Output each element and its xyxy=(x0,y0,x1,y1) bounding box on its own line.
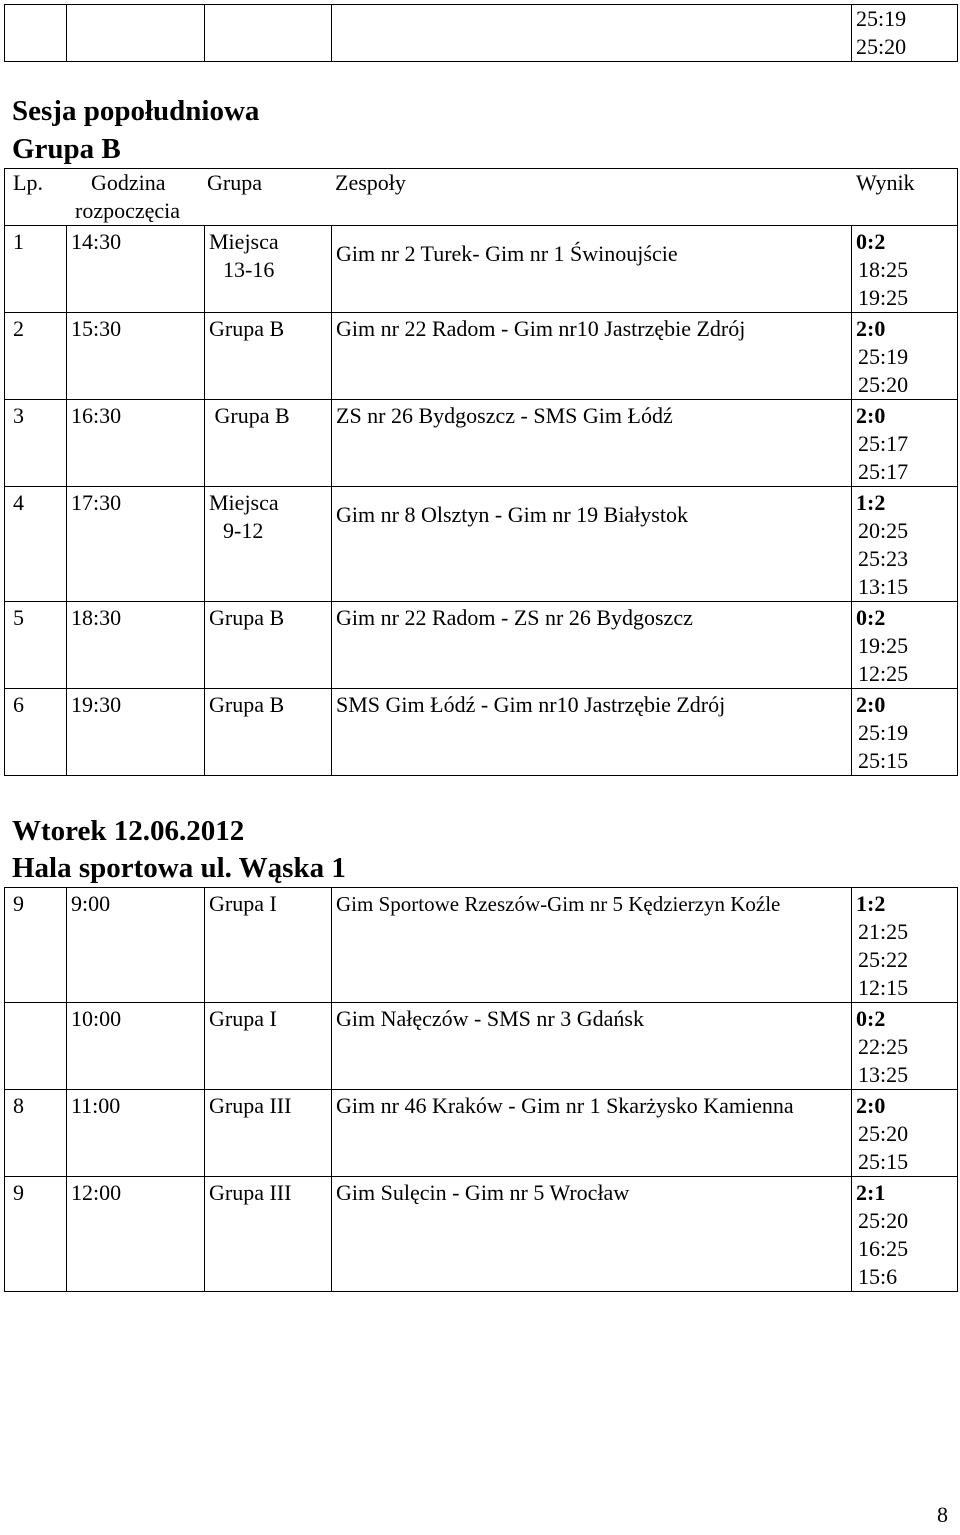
table-row xyxy=(5,1003,958,1090)
row-group-sub: 9-12 xyxy=(223,518,264,543)
row-result xyxy=(852,226,958,313)
row-group-text: Grupa III xyxy=(209,1093,292,1118)
row-teams xyxy=(332,226,852,313)
row-time xyxy=(67,400,205,487)
row-number xyxy=(5,487,67,602)
row-number-text: 3 xyxy=(13,403,24,428)
table-row xyxy=(5,1090,958,1177)
row-group xyxy=(205,400,332,487)
table-row xyxy=(5,1177,958,1292)
set-score: 18:25 xyxy=(858,257,909,282)
row-group xyxy=(205,1003,332,1090)
row-group-text: Grupa B xyxy=(209,605,285,630)
section1-body-table xyxy=(4,225,958,776)
table-row xyxy=(5,400,958,487)
table-row xyxy=(5,313,958,400)
row-number-text: 5 xyxy=(13,605,24,630)
set-score: 25:19 xyxy=(858,344,909,369)
row-teams-text: SMS Gim Łódź - Gim nr10 Jastrzębie Zdrój xyxy=(336,692,726,717)
row-teams-text: Gim Sulęcin - Gim nr 5 Wrocław xyxy=(336,1180,630,1205)
set-score: 25:20 xyxy=(858,372,909,397)
row-number xyxy=(5,1003,67,1090)
row-group-text: Grupa B xyxy=(209,316,285,341)
row-number-text: 2 xyxy=(13,316,24,341)
score: 25:19 xyxy=(856,6,907,31)
header-lp: Lp. xyxy=(13,170,43,195)
row-result xyxy=(852,313,958,400)
row-time-text: 14:30 xyxy=(71,229,122,254)
set-score: 25:15 xyxy=(858,748,909,773)
row-number-text: 8 xyxy=(13,1093,24,1118)
row-teams xyxy=(332,313,852,400)
match-result: 2:0 xyxy=(856,692,886,717)
table-row xyxy=(5,888,958,1003)
set-score: 20:25 xyxy=(858,518,909,543)
row-number xyxy=(5,1177,67,1292)
row-teams-text: Gim nr 22 Radom - ZS nr 26 Bydgoszcz xyxy=(336,605,693,630)
top-scores xyxy=(852,5,958,62)
row-result xyxy=(852,1177,958,1292)
row-teams xyxy=(332,1003,852,1090)
row-number xyxy=(5,400,67,487)
row-teams xyxy=(332,487,852,602)
row-result xyxy=(852,487,958,602)
row-group xyxy=(205,487,332,602)
match-result: 2:1 xyxy=(856,1180,886,1205)
row-time xyxy=(67,1177,205,1292)
row-teams-text: ZS nr 26 Bydgoszcz - SMS Gim Łódź xyxy=(336,403,673,428)
row-group-text: Grupa I xyxy=(209,891,277,916)
table-row xyxy=(5,226,958,313)
row-number-text: 1 xyxy=(13,229,24,254)
row-result xyxy=(852,1090,958,1177)
table-row xyxy=(5,689,958,776)
row-result xyxy=(852,888,958,1003)
row-teams-text: Gim nr 46 Kraków - Gim nr 1 Skarżysko Kamienna xyxy=(336,1093,794,1118)
match-result: 1:2 xyxy=(856,490,886,515)
row-result xyxy=(852,1003,958,1090)
set-score: 25:20 xyxy=(858,1121,909,1146)
row-time-text: 19:30 xyxy=(71,692,122,717)
section2-title: Wtorek 12.06.2012 xyxy=(12,815,245,847)
row-time-text: 12:00 xyxy=(71,1180,122,1205)
header-godzina: Godzina xyxy=(91,170,166,195)
row-time xyxy=(67,487,205,602)
row-time-text: 16:30 xyxy=(71,403,122,428)
table-row xyxy=(5,487,958,602)
row-result xyxy=(852,602,958,689)
header-grupa: Grupa xyxy=(207,170,262,195)
top-table xyxy=(4,4,958,62)
set-score: 12:15 xyxy=(858,975,909,1000)
row-number xyxy=(5,602,67,689)
row-time xyxy=(67,1003,205,1090)
row-teams xyxy=(332,689,852,776)
section2-subtitle: Hala sportowa ul. Wąska 1 xyxy=(12,852,346,884)
set-score: 22:25 xyxy=(858,1034,909,1059)
match-result: 1:2 xyxy=(856,891,886,916)
row-time xyxy=(67,226,205,313)
set-score: 15:6 xyxy=(858,1264,898,1289)
row-teams xyxy=(332,1177,852,1292)
set-score: 25:17 xyxy=(858,431,909,456)
top-cell-empty xyxy=(5,5,67,62)
row-number xyxy=(5,226,67,313)
match-result: 0:2 xyxy=(856,605,886,630)
set-score: 25:15 xyxy=(858,1149,909,1174)
row-time xyxy=(67,313,205,400)
top-cell-empty xyxy=(205,5,332,62)
row-time-text: 18:30 xyxy=(71,605,122,630)
row-time xyxy=(67,602,205,689)
set-score: 16:25 xyxy=(858,1236,909,1261)
row-group-text: Miejsca xyxy=(209,229,279,254)
row-number-text: 6 xyxy=(13,692,24,717)
set-score: 25:20 xyxy=(858,1208,909,1233)
match-result: 2:0 xyxy=(856,403,886,428)
row-time xyxy=(67,888,205,1003)
row-time-text: 15:30 xyxy=(71,316,122,341)
top-cell-empty xyxy=(332,5,852,62)
set-score: 13:15 xyxy=(858,574,909,599)
header-rozpoczecia: rozpoczęcia xyxy=(75,198,181,223)
row-number xyxy=(5,689,67,776)
match-result: 0:2 xyxy=(856,1006,886,1031)
row-group xyxy=(205,602,332,689)
row-time-text: 9:00 xyxy=(71,891,111,916)
row-teams xyxy=(332,602,852,689)
section2-table xyxy=(4,887,958,1292)
row-number xyxy=(5,313,67,400)
row-result xyxy=(852,689,958,776)
row-group xyxy=(205,226,332,313)
row-result xyxy=(852,400,958,487)
row-time xyxy=(67,1090,205,1177)
table-row xyxy=(5,602,958,689)
set-score: 19:25 xyxy=(858,285,909,310)
header-zespoly: Zespoły xyxy=(335,170,406,195)
set-score: 25:17 xyxy=(858,459,909,484)
set-score: 25:19 xyxy=(858,720,909,745)
row-teams xyxy=(332,888,852,1003)
set-score: 25:23 xyxy=(858,546,909,571)
page-number: 8 xyxy=(937,1502,948,1527)
row-group-text: Grupa B xyxy=(209,403,290,428)
row-teams-text: Gim nr 2 Turek- Gim nr 1 Świnoujście xyxy=(336,241,678,266)
header-wynik: Wynik xyxy=(856,170,915,195)
match-result: 2:0 xyxy=(856,316,886,341)
row-group-text: Grupa I xyxy=(209,1006,277,1031)
set-score: 21:25 xyxy=(858,919,909,944)
row-number xyxy=(5,888,67,1003)
section1-title: Sesja popołudniowa xyxy=(12,95,260,127)
row-group xyxy=(205,1177,332,1292)
row-teams xyxy=(332,1090,852,1177)
row-number-text: 9 xyxy=(13,1180,24,1205)
top-cell-empty xyxy=(67,5,205,62)
row-group xyxy=(205,1090,332,1177)
section1-subtitle: Grupa B xyxy=(12,133,121,165)
row-teams-text: Gim nr 8 Olsztyn - Gim nr 19 Białystok xyxy=(336,502,688,527)
table-header-row xyxy=(5,169,958,226)
section1-table xyxy=(4,168,958,226)
row-time-text: 11:00 xyxy=(71,1093,121,1118)
set-score: 19:25 xyxy=(858,633,909,658)
row-number xyxy=(5,1090,67,1177)
row-group xyxy=(205,689,332,776)
set-score: 13:25 xyxy=(858,1062,909,1087)
row-teams-text: Gim Nałęczów - SMS nr 3 Gdańsk xyxy=(336,1006,644,1031)
set-score: 25:22 xyxy=(858,947,909,972)
match-result: 0:2 xyxy=(856,229,886,254)
score: 25:20 xyxy=(856,34,907,59)
row-number-text: 4 xyxy=(13,490,24,515)
row-time xyxy=(67,689,205,776)
match-result: 2:0 xyxy=(856,1093,886,1118)
row-group-text: Grupa III xyxy=(209,1180,292,1205)
row-time-text: 17:30 xyxy=(71,490,122,515)
row-group-text: Grupa B xyxy=(209,692,285,717)
row-number-text: 9 xyxy=(13,891,24,916)
row-teams-text: Gim nr 22 Radom - Gim nr10 Jastrzębie Zdrój xyxy=(336,316,746,341)
row-group-sub: 13-16 xyxy=(223,257,275,282)
row-group-text: Miejsca xyxy=(209,490,279,515)
row-group xyxy=(205,888,332,1003)
row-teams xyxy=(332,400,852,487)
row-group xyxy=(205,313,332,400)
set-score: 12:25 xyxy=(858,661,909,686)
row-teams-text: Gim Sportowe Rzeszów-Gim nr 5 Kędzierzyn Koźle xyxy=(336,892,781,916)
row-time-text: 10:00 xyxy=(71,1006,122,1031)
